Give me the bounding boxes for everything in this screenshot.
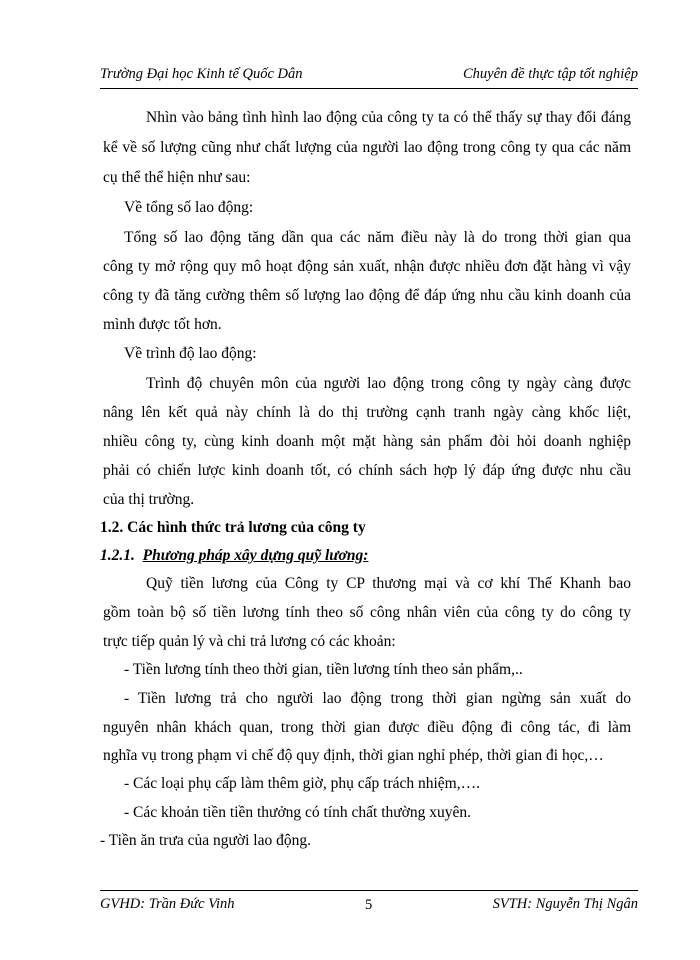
section-heading-1-2-1 <box>100 546 368 566</box>
paragraph-line: gồm toàn bộ số tiền lương tính theo số công nhân viên của công ty do công ty <box>103 604 631 621</box>
list-item: - Tiền lương trả cho người lao động trong thời gian ngừng sản xuất do <box>124 690 631 707</box>
paragraph-line: nhiều công ty, cùng kinh doanh một mặt hàng sản phẩm đòi hỏi doanh nghiệp <box>103 433 631 450</box>
header-report-title: Chuyên đề thực tập tốt nghiệp <box>462 66 638 82</box>
page-footer <box>100 890 638 915</box>
paragraph-line: của thị trường. <box>103 491 195 508</box>
page-number: 5 <box>365 897 373 913</box>
list-item: - Các loại phụ cấp làm thêm giờ, phụ cấp trách nhiệm,…. <box>124 775 480 792</box>
page-header <box>100 66 638 89</box>
paragraph-line: nâng lên kết quả này chính là do thị trường cạnh tranh ngày càng khốc liệt, <box>103 404 631 421</box>
list-item: - Tiền ăn trưa của người lao động. <box>100 832 311 849</box>
paragraph-line: Quỹ tiền lương của Công ty CP thương mại và cơ khí Thế Khanh bao <box>146 575 631 592</box>
paragraph-line: công ty mở rộng quy mô hoạt động sản xuất, nhận được nhiều đơn đặt hàng vì vậy <box>103 258 631 275</box>
paragraph-line: Tổng số lao động tăng dần qua các năm điều này là do trong thời gian qua <box>124 229 631 246</box>
section-heading-1-2: 1.2. Các hình thức trả lương của công ty <box>100 519 366 536</box>
list-item: - Các khoản tiền tiền thưởng có tính chất thường xuyên. <box>124 804 471 821</box>
paragraph-line: trực tiếp quản lý và chi trả lương có các khoản: <box>103 633 396 650</box>
paragraph-line: công ty đã tăng cường thêm số lượng lao động để đáp ứng nhu cầu kinh doanh của <box>103 287 631 304</box>
footer-student: SVTH: Nguyễn Thị Ngân <box>492 896 638 912</box>
paragraph-line: phải có chiến lược kinh doanh tốt, có chính sách hợp lý đáp ứng được nhu cầu <box>103 462 631 479</box>
subheading-total-labor: Về tổng số lao động: <box>124 199 254 216</box>
paragraph-line: Nhìn vào bảng tình hình lao động của công ty ta có thể thấy sự thay đổi đáng <box>146 109 631 126</box>
paragraph-line: mình được tốt hơn. <box>103 316 222 333</box>
list-item: - Tiền lương tính theo thời gian, tiền lương tính theo sản phẩm,.. <box>124 661 523 678</box>
paragraph-line: cụ thể thể hiện như sau: <box>103 169 251 186</box>
section-number: 1.2.1. <box>100 547 135 564</box>
footer-supervisor: GVHD: Trần Đức Vinh <box>100 896 235 912</box>
header-university: Trường Đại học Kinh tế Quốc Dân <box>100 66 303 82</box>
list-item-continuation: nguyên nhân khách quan, trong thời gian được điều động đi công tác, đi làm <box>103 719 631 736</box>
list-item-continuation: nghĩa vụ trong phạm vi chế độ quy định, thời gian nghỉ phép, thời gian đi học,… <box>103 747 604 764</box>
paragraph-line: Trình độ chuyên môn của người lao động trong công ty ngày càng được <box>146 375 631 392</box>
paragraph-line: kể về số lượng cũng như chất lượng của người lao động trong công ty qua các năm <box>103 139 631 156</box>
section-title: Phương pháp xây dựng quỹ lương: <box>142 547 369 564</box>
subheading-skill-level: Về trình độ lao động: <box>124 345 257 362</box>
